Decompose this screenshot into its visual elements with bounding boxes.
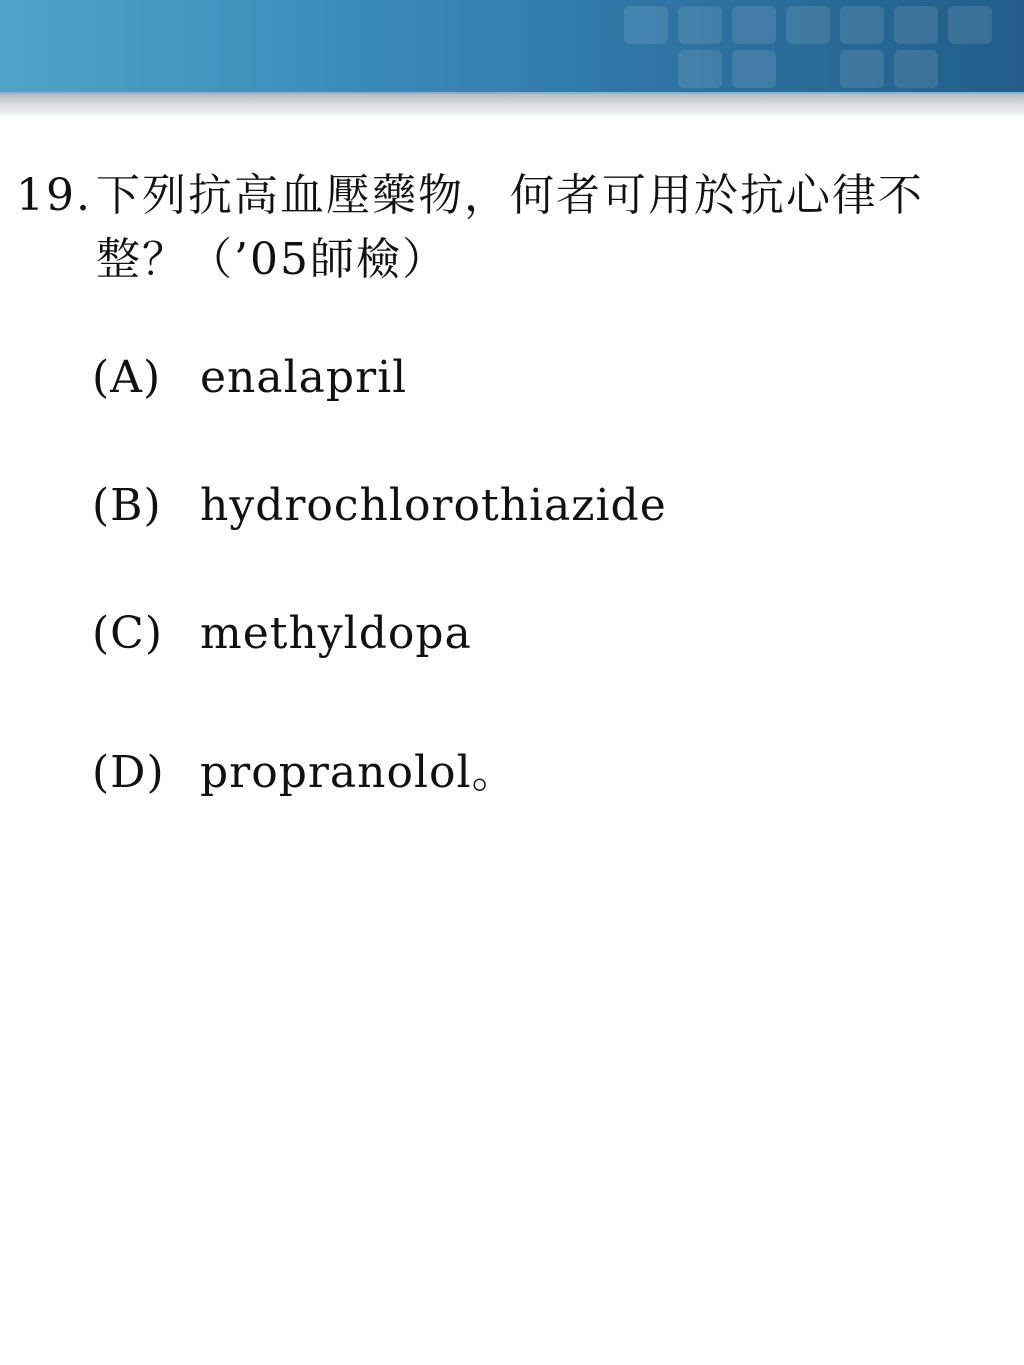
question-block <box>16 164 1006 292</box>
option-text: hydrochlorothiazide <box>200 480 667 531</box>
option-c <box>92 608 667 672</box>
header-shadow-band <box>0 94 1024 116</box>
option-label: (D) <box>92 747 165 798</box>
option-a <box>92 352 667 416</box>
option-text: methyldopa <box>200 608 472 659</box>
option-d <box>92 736 667 800</box>
option-label: (C) <box>92 608 163 659</box>
question-number: 19. <box>16 170 92 221</box>
question-text: 下列抗高血壓藥物，何者可用於抗心律不整？（’05師檢） <box>96 170 924 285</box>
option-label: (A) <box>92 352 162 403</box>
option-label: (B) <box>92 480 162 531</box>
option-b <box>92 480 667 544</box>
banner-decoration <box>604 0 1024 94</box>
header-banner <box>0 0 1024 94</box>
options-list <box>92 352 667 864</box>
option-text: propranolol。 <box>200 747 517 798</box>
option-text: enalapril <box>200 352 408 403</box>
